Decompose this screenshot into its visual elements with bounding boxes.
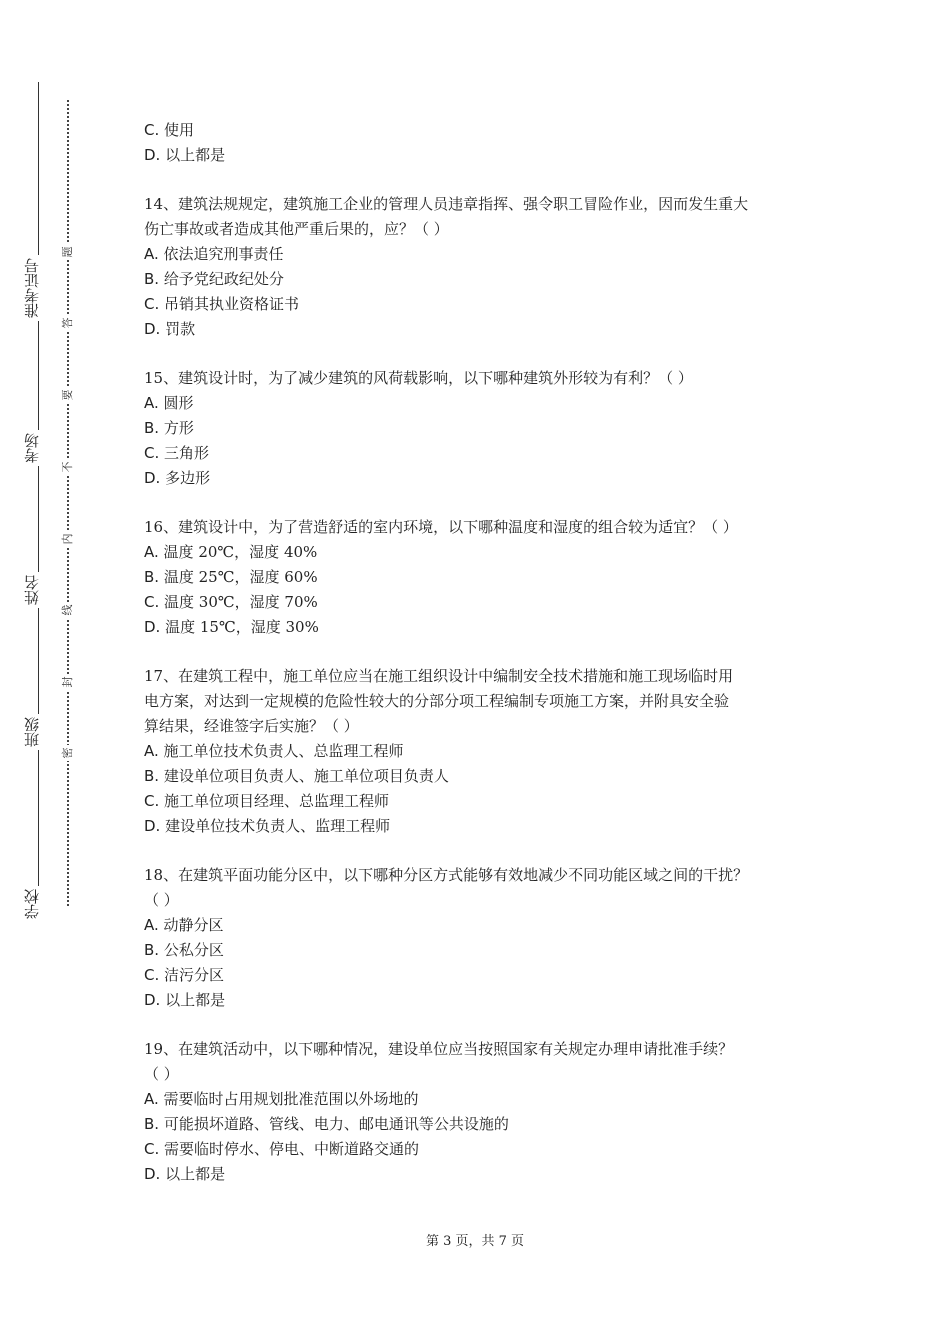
option-letter: D. bbox=[144, 817, 161, 835]
option-a bbox=[144, 242, 816, 267]
option-text: 洁污分区 bbox=[164, 966, 225, 984]
option-text: 依法追究刑事责任 bbox=[163, 245, 284, 263]
seal-char: 封 bbox=[60, 674, 76, 690]
question-stem-line: 算结果，经谁签字后实施？（ ） bbox=[144, 717, 359, 735]
binding-dotted-line bbox=[67, 100, 69, 906]
question-14 bbox=[144, 192, 816, 342]
question-stem-line: 17、在建筑工程中，施工单位应当在施工组织设计中编制安全技术措施和施工现场临时用 bbox=[144, 667, 734, 685]
option-letter: C. bbox=[144, 792, 160, 810]
option-b bbox=[144, 764, 816, 789]
option-a bbox=[144, 739, 816, 764]
option-d bbox=[144, 615, 816, 640]
option-letter: A. bbox=[144, 742, 159, 760]
option-letter: A. bbox=[144, 916, 159, 934]
option-text: 建设单位技术负责人、监理工程师 bbox=[165, 817, 391, 835]
seal-char: 答 bbox=[60, 315, 76, 331]
option-letter: A. bbox=[144, 245, 159, 263]
seal-char: 线 bbox=[60, 602, 76, 618]
option-letter: D. bbox=[144, 320, 161, 338]
option-b bbox=[144, 416, 816, 441]
option-text: 动静分区 bbox=[163, 916, 224, 934]
option-text: 施工单位项目经理、总监理工程师 bbox=[164, 792, 390, 810]
option-text: 使用 bbox=[164, 121, 195, 139]
option-d bbox=[144, 988, 816, 1013]
option-d bbox=[144, 814, 816, 839]
option-letter: C. bbox=[144, 295, 160, 313]
option-letter: C. bbox=[144, 444, 160, 462]
option-text: 需要临时占用规划批准范围以外场地的 bbox=[163, 1090, 419, 1108]
option-a bbox=[144, 913, 816, 938]
option-text: 圆形 bbox=[163, 394, 194, 412]
option-d bbox=[144, 143, 816, 168]
option-letter: A. bbox=[144, 543, 159, 561]
option-b bbox=[144, 565, 816, 590]
option-text: 温度 25℃，湿度 60% bbox=[163, 568, 318, 586]
option-letter: D. bbox=[144, 1165, 161, 1183]
option-text: 吊销其执业资格证书 bbox=[164, 295, 300, 313]
binding-solid-line bbox=[38, 82, 39, 920]
seal-char: 内 bbox=[60, 531, 76, 547]
option-letter: B. bbox=[144, 1115, 160, 1133]
field-label-exam-number: 准考证号 bbox=[24, 255, 52, 321]
question-stem-line: 15、建筑设计时，为了减少建筑的风荷载影响，以下哪种建筑外形较为有利？（ ） bbox=[144, 369, 693, 387]
option-text: 公私分区 bbox=[163, 941, 224, 959]
seal-char: 要 bbox=[60, 387, 76, 403]
option-letter: C. bbox=[144, 121, 160, 139]
seal-char: 题 bbox=[60, 244, 76, 260]
option-c bbox=[144, 963, 816, 988]
seal-char: 密 bbox=[60, 745, 76, 761]
option-text: 温度 30℃，湿度 70% bbox=[164, 593, 318, 611]
option-text: 建设单位项目负责人、施工单位项目负责人 bbox=[163, 767, 449, 785]
option-d bbox=[144, 1162, 816, 1187]
option-letter: D. bbox=[144, 469, 161, 487]
question-17 bbox=[144, 664, 816, 839]
option-text: 以上都是 bbox=[165, 1165, 226, 1183]
question-stem-line: 18、在建筑平面功能分区中，以下哪种分区方式能够有效地减少不同功能区域之间的干扰？ bbox=[144, 866, 749, 884]
option-letter: B. bbox=[144, 270, 160, 288]
option-letter: A. bbox=[144, 394, 159, 412]
field-label-class: 班级 bbox=[24, 714, 52, 750]
option-text: 给予党纪政纪处分 bbox=[163, 270, 284, 288]
option-text: 温度 20℃，湿度 40% bbox=[163, 543, 318, 561]
question-stem-line: （ ） bbox=[144, 891, 179, 909]
question-stem-line: 14、建筑法规规定，建筑施工企业的管理人员违章指挥、强令职工冒险作业，因而发生重大 bbox=[144, 195, 749, 213]
option-letter: B. bbox=[144, 767, 160, 785]
question-stem-line: 电方案，对达到一定规模的危险性较大的分部分项工程编制专项施工方案，并附具安全验 bbox=[144, 692, 730, 710]
option-a bbox=[144, 1087, 816, 1112]
option-c bbox=[144, 441, 816, 466]
question-19 bbox=[144, 1037, 816, 1187]
option-letter: B. bbox=[144, 568, 160, 586]
option-b bbox=[144, 267, 816, 292]
option-letter: B. bbox=[144, 941, 160, 959]
option-text: 三角形 bbox=[164, 444, 210, 462]
option-d bbox=[144, 317, 816, 342]
option-letter: D. bbox=[144, 991, 161, 1009]
question-18 bbox=[144, 863, 816, 1013]
option-b bbox=[144, 1112, 816, 1137]
option-text: 方形 bbox=[163, 419, 194, 437]
field-label-name: 姓名 bbox=[24, 572, 52, 608]
option-a bbox=[144, 540, 816, 565]
option-c bbox=[144, 590, 816, 615]
option-text: 罚款 bbox=[165, 320, 196, 338]
option-c bbox=[144, 1137, 816, 1162]
option-text: 需要临时停水、停电、中断道路交通的 bbox=[164, 1140, 420, 1158]
option-text: 施工单位技术负责人、总监理工程师 bbox=[163, 742, 404, 760]
option-text: 以上都是 bbox=[165, 991, 226, 1009]
option-text: 温度 15℃，湿度 30% bbox=[165, 618, 319, 636]
option-letter: C. bbox=[144, 1140, 160, 1158]
question-stem-line: （ ） bbox=[144, 1065, 179, 1083]
page-number: 第 3 页，共 7 页 bbox=[425, 1234, 525, 1249]
option-c bbox=[144, 118, 816, 143]
seal-char: 不 bbox=[60, 459, 76, 475]
question-16 bbox=[144, 515, 816, 640]
field-label-school: 学校 bbox=[24, 886, 52, 922]
option-d bbox=[144, 466, 816, 491]
question-stem-line: 16、建筑设计中，为了营造舒适的室内环境，以下哪种温度和湿度的组合较为适宜？（ ） bbox=[144, 518, 738, 536]
option-letter: A. bbox=[144, 1090, 159, 1108]
option-text: 多边形 bbox=[165, 469, 211, 487]
option-letter: B. bbox=[144, 419, 160, 437]
option-letter: C. bbox=[144, 593, 160, 611]
question-stem-line: 伤亡事故或者造成其他严重后果的，应？（ ） bbox=[144, 220, 449, 238]
question-15 bbox=[144, 366, 816, 491]
question-list bbox=[144, 118, 816, 1211]
option-text: 可能损坏道路、管线、电力、邮电通讯等公共设施的 bbox=[163, 1115, 509, 1133]
question-stem-line: 19、在建筑活动中，以下哪种情况，建设单位应当按照国家有关规定办理申请批准手续？ bbox=[144, 1040, 734, 1058]
option-letter: D. bbox=[144, 618, 161, 636]
option-c bbox=[144, 292, 816, 317]
option-text: 以上都是 bbox=[165, 146, 226, 164]
option-letter: D. bbox=[144, 146, 161, 164]
option-b bbox=[144, 938, 816, 963]
field-label-exam-room: 考场 bbox=[24, 430, 52, 466]
question-13-tail bbox=[144, 118, 816, 168]
option-letter: C. bbox=[144, 966, 160, 984]
option-a bbox=[144, 391, 816, 416]
option-c bbox=[144, 789, 816, 814]
